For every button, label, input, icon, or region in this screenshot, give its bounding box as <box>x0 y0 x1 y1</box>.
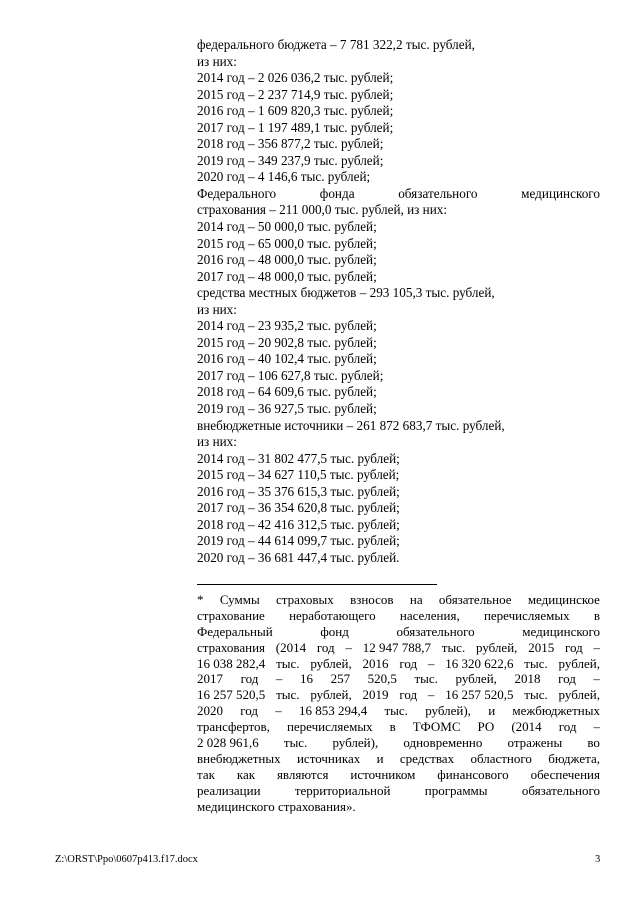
text-line: 2018 год – 64 609,6 тыс. рублей; <box>197 384 377 400</box>
word: год <box>399 655 418 671</box>
word: в <box>593 607 600 623</box>
footnote-line <box>197 767 600 783</box>
word: тыс. <box>276 655 300 671</box>
main-text-block <box>197 37 600 567</box>
text-line: средства местных бюджетов – 293 105,3 тыс. рублей, <box>197 285 495 301</box>
word: тыс. <box>441 639 466 655</box>
word: тыс. <box>414 671 438 687</box>
text-line: 2014 год – 2 026 036,2 тыс. рублей; <box>197 70 394 86</box>
word: рублей, <box>310 655 352 671</box>
footnote-line <box>197 671 600 687</box>
word: взносов <box>350 592 394 607</box>
text-line: 2017 год – 36 354 620,8 тыс. рублей; <box>197 500 400 516</box>
text-line: 2019 год – 349 237,9 тыс. рублей; <box>197 152 384 168</box>
word: рублей, <box>558 655 600 671</box>
word: страхования <box>197 639 266 655</box>
word: медицинского <box>522 623 600 639</box>
text-line: 2016 год – 48 000,0 тыс. рублей; <box>197 252 377 268</box>
footnote-separator <box>197 584 437 585</box>
word: реализации <box>197 782 261 798</box>
word: рублей, <box>455 671 497 687</box>
word: 16 257 520,5 <box>445 687 514 703</box>
word: 16 853 294,4 <box>299 703 368 719</box>
word: ТФОМС <box>412 719 461 735</box>
word: * <box>197 592 204 607</box>
word: – <box>275 671 283 687</box>
word: 16 320 622,6 <box>445 655 514 671</box>
footnote-line <box>197 592 600 608</box>
text-line: 2014 год – 23 935,2 тыс. рублей; <box>197 318 377 334</box>
text-line: 2015 год – 20 902,8 тыс. рублей; <box>197 334 377 350</box>
word: обязательного <box>521 782 600 798</box>
text-line: из них: <box>197 301 237 317</box>
word: являются <box>276 766 329 782</box>
word: бюджета, <box>548 750 600 766</box>
text-line: 2017 год – 48 000,0 тыс. рублей; <box>197 268 377 284</box>
word: – <box>593 671 600 687</box>
text-line: 2016 год – 40 102,4 тыс. рублей; <box>197 351 377 367</box>
word: 12 947 788,7 <box>362 639 431 655</box>
word: рублей, <box>558 687 600 703</box>
footnote-line <box>197 656 600 672</box>
footnote-line <box>197 703 600 719</box>
word: 2018 <box>514 671 541 687</box>
word: – <box>427 655 435 671</box>
footnote-line <box>197 751 600 767</box>
text-line: внебюджетные источники – 261 872 683,7 тыс. рублей, <box>197 417 505 433</box>
word: отражены <box>507 735 563 751</box>
word: Суммы <box>219 592 260 607</box>
word: 2020 <box>197 703 223 719</box>
word: внебюджетных <box>197 750 281 766</box>
word: 16 <box>299 671 313 687</box>
word: рублей, <box>475 639 518 655</box>
word: 2015 <box>528 639 555 655</box>
footnote-line: медицинского страхования». <box>197 798 356 814</box>
word: перечисляемых <box>483 607 570 623</box>
word: областного <box>470 750 532 766</box>
word: медицинское <box>527 592 600 607</box>
footnote-block <box>197 592 600 814</box>
word: – <box>593 719 600 735</box>
word: Федерального <box>197 185 277 201</box>
file-path: Z:\ORST\Ppo\0607p413.f17.docx <box>55 854 198 865</box>
text-line: 2018 год – 356 877,2 тыс. рублей; <box>197 136 384 152</box>
word: 257 <box>330 671 351 687</box>
word: год <box>558 671 576 687</box>
word: и <box>488 703 496 719</box>
footnote-line <box>197 783 600 799</box>
text-line: 2020 год – 36 681 447,4 тыс. рублей. <box>197 549 400 565</box>
word: (2014 <box>275 639 307 655</box>
word: рублей), <box>332 735 379 751</box>
text-line: 2014 год – 50 000,0 тыс. рублей; <box>197 219 377 235</box>
word: населения, <box>399 607 460 623</box>
word: 16 038 282,4 <box>197 655 266 671</box>
word: рублей), <box>425 703 471 719</box>
footnote-line <box>197 719 600 735</box>
word: обязательного <box>398 185 478 201</box>
word: – <box>427 687 435 703</box>
word: источниках <box>296 750 361 766</box>
word: год <box>240 671 259 687</box>
word: источником <box>350 766 416 782</box>
word: фонд <box>320 623 349 639</box>
word: тыс. <box>384 703 408 719</box>
word: фонда <box>319 185 355 201</box>
word: рублей, <box>310 687 352 703</box>
footnote-line <box>197 640 600 656</box>
word: год <box>558 719 577 735</box>
word: 2016 <box>362 655 389 671</box>
word: обеспечения <box>530 766 600 782</box>
text-line: 2016 год – 35 376 615,3 тыс. рублей; <box>197 483 400 499</box>
word: – <box>345 639 352 655</box>
footnote-line <box>197 687 600 703</box>
word: 16 257 520,5 <box>197 687 266 703</box>
text-line: 2019 год – 44 614 099,7 тыс. рублей; <box>197 533 400 549</box>
word: 520,5 <box>367 671 397 687</box>
text-line: 2016 год – 1 609 820,3 тыс. рублей; <box>197 103 394 119</box>
word: как <box>236 766 256 782</box>
word: тыс. <box>524 655 548 671</box>
word: тыс. <box>524 687 548 703</box>
text-line: 2014 год – 31 802 477,5 тыс. рублей; <box>197 450 400 466</box>
text-line: 2020 год – 4 146,6 тыс. рублей; <box>197 169 371 185</box>
word: тыс. <box>283 735 308 751</box>
word: – <box>275 703 282 719</box>
word: неработающего <box>289 607 376 623</box>
text-line <box>197 186 600 203</box>
word: 2017 <box>197 671 223 687</box>
word: 2019 <box>362 687 389 703</box>
word: территориальной <box>294 782 391 798</box>
word: страховых <box>276 592 334 607</box>
word: год <box>399 687 418 703</box>
word: год <box>316 639 335 655</box>
word: Федеральный <box>197 623 273 639</box>
word: тыс. <box>276 687 300 703</box>
word: медицинского <box>521 185 600 201</box>
word: обязательное <box>438 592 512 607</box>
word: одновременно <box>403 735 483 751</box>
word: межбюджетных <box>512 703 600 719</box>
word: 2 028 961,6 <box>197 735 259 751</box>
text-line: 2017 год – 106 627,8 тыс. рублей; <box>197 367 384 383</box>
word: трансфертов, <box>197 719 270 735</box>
page-number: 3 <box>595 854 601 865</box>
word: перечисляемых <box>286 719 373 735</box>
footnote-line <box>197 735 600 751</box>
text-line: 2018 год – 42 416 312,5 тыс. рублей; <box>197 516 400 532</box>
word: финансового <box>437 766 509 782</box>
word: – <box>593 639 600 655</box>
footnote-line <box>197 624 600 640</box>
word: РО <box>477 719 495 735</box>
text-line: 2017 год – 1 197 489,1 тыс. рублей; <box>197 119 394 135</box>
word: в <box>389 719 396 735</box>
text-line: 2019 год – 36 927,5 тыс. рублей; <box>197 401 377 417</box>
text-line: 2015 год – 2 237 714,9 тыс. рублей; <box>197 86 394 102</box>
word: страхование <box>197 607 265 623</box>
word: во <box>587 735 600 751</box>
word: средствах <box>399 750 455 766</box>
word: и <box>376 750 384 766</box>
text-line: страхования – 211 000,0 тыс. рублей, из них: <box>197 202 448 218</box>
footnote-line <box>197 608 600 624</box>
text-line: федерального бюджета – 7 781 322,2 тыс. рублей, <box>197 37 475 52</box>
text-line: из них: <box>197 53 237 69</box>
text-line: 2015 год – 65 000,0 тыс. рублей; <box>197 235 377 251</box>
text-line: из них: <box>197 434 237 450</box>
word: год <box>240 703 258 719</box>
word: год <box>564 639 583 655</box>
word: обязательного <box>396 623 475 639</box>
word: так <box>197 766 215 782</box>
word: (2014 <box>511 719 542 735</box>
text-line: 2015 год – 34 627 110,5 тыс. рублей; <box>197 467 400 483</box>
word: на <box>409 592 423 607</box>
word: программы <box>424 782 488 798</box>
